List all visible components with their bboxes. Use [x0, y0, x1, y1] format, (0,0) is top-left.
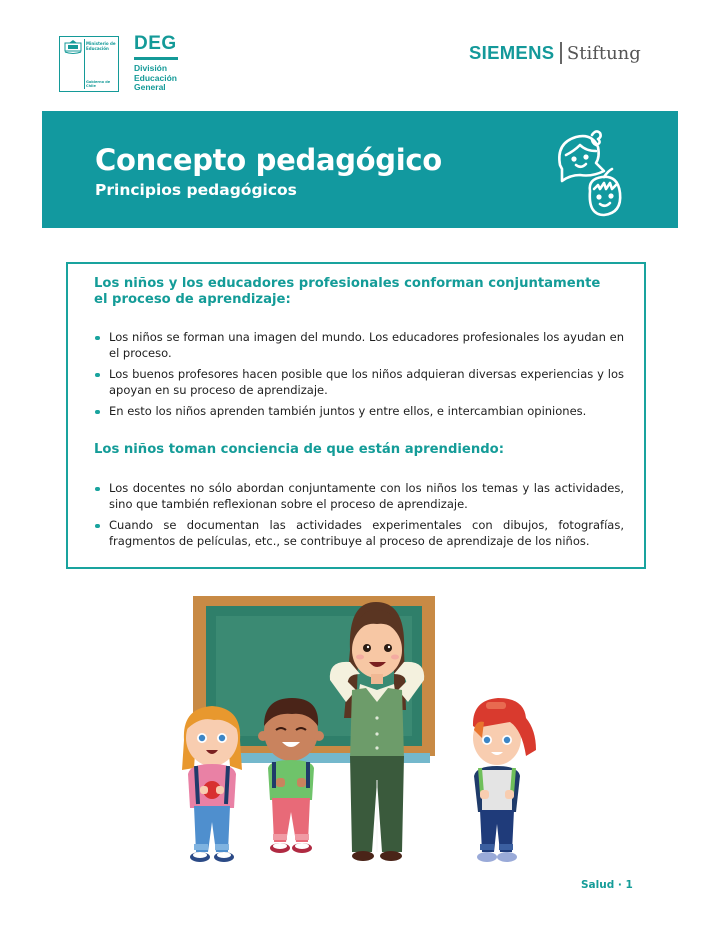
classroom-illustration [170, 590, 550, 880]
gobierno-text: Gobierno de Chile [86, 80, 111, 88]
stiftung-text: Stiftung [566, 42, 641, 64]
siemens-stiftung-logo [469, 42, 641, 64]
ministerio-educacion-logo [59, 36, 119, 92]
page-footer-label: Salud · 1 [581, 879, 633, 891]
bullet-item: Los docentes no sólo abordan conjuntamente con los niños los temas y las actividades, sino que también reflexionan sobre el proceso de aprendizaje. [94, 481, 624, 512]
girl-with-apple-figure [182, 706, 242, 862]
logo-divider [84, 39, 85, 89]
deg-line-1: División [134, 63, 168, 73]
section-heading-2: Los niños toman conciencia de que están aprendiendo: [94, 442, 505, 457]
page-title: Concepto pedagógico [95, 143, 442, 177]
deg-line-2: Educación [134, 72, 177, 83]
section-1-bullet-list [94, 330, 624, 426]
boy-green-shirt-figure [258, 698, 324, 853]
deg-line-3: General [134, 82, 166, 92]
ministerio-text: Ministerio de Educación [86, 41, 116, 51]
chile-crest-icon [63, 40, 83, 55]
principles-box [66, 262, 646, 569]
bullet-item: Los buenos profesores hacen posible que los niños adquieran diversas experiencias y los apoyan en su proceso de aprendizaje. [94, 367, 624, 398]
deg-underline [134, 57, 178, 60]
page-subtitle: Principios pedagógicos [95, 181, 297, 199]
section-2-bullet-list [94, 481, 624, 555]
bullet-item: Cuando se documentan las actividades experimentales con dibujos, fotografías, fragmentos de películas, etc., se contribuye al proceso de aprendizaje de los niños. [94, 518, 624, 549]
bullet-item: En esto los niños aprenden también juntos y entre ellos, e intercambian opiniones. [94, 404, 624, 420]
section-heading-1: Los niños y los educadores profesionales conforman conjuntamente el proceso de aprendizaje: [94, 276, 601, 307]
siemens-brand: SIEMENS [469, 42, 555, 63]
bullet-item: Los niños se forman una imagen del mundo. Los educadores profesionales los ayudan en el proceso. [94, 330, 624, 361]
deg-acronym: DEG [134, 33, 177, 54]
siemens-divider [560, 42, 562, 64]
deg-logo [134, 34, 178, 93]
boy-red-cap-figure [473, 698, 536, 862]
title-banner [42, 111, 678, 228]
children-faces-icon [552, 121, 632, 221]
